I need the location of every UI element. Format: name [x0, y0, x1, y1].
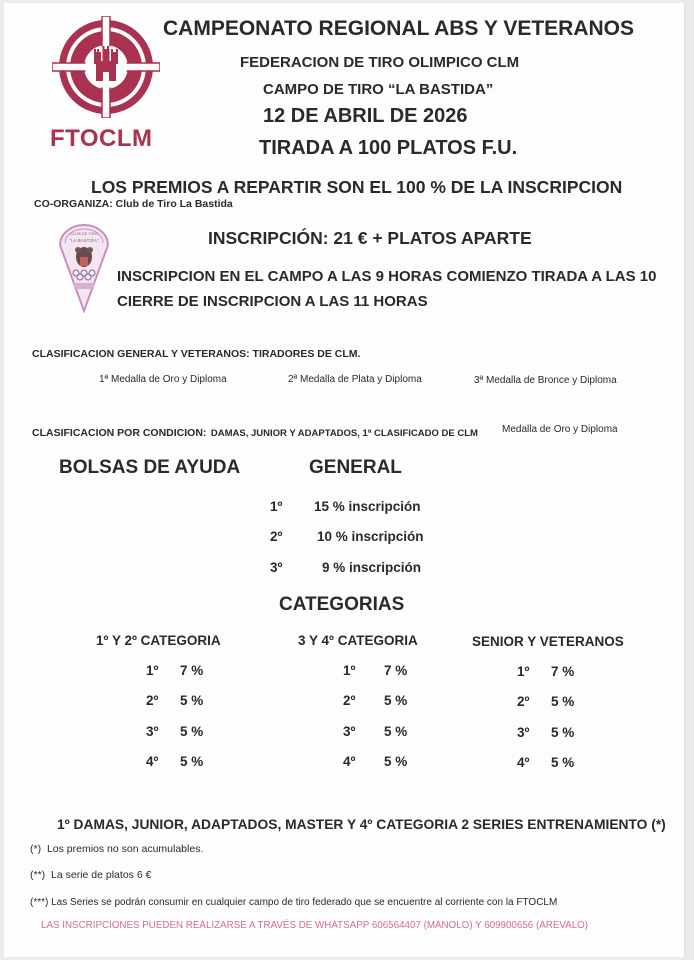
cat3-val-1: 7 % [551, 664, 575, 679]
categorias-heading: CATEGORIAS [279, 594, 405, 615]
venue-name: CAMPO DE TIRO “LA BASTIDA” [263, 81, 494, 98]
club-la-bastida-badge-icon [56, 223, 112, 313]
category-col-3-title: SENIOR Y VETERANOS [472, 634, 624, 649]
cat3-pos-4: 4º [517, 755, 530, 770]
cat2-pos-3: 3º [343, 724, 356, 739]
cat2-pos-2: 2º [343, 693, 356, 708]
cat2-val-1: 7 % [384, 663, 408, 678]
cat1-pos-4: 4º [146, 754, 159, 769]
general-value-1: 15 % inscripción [314, 499, 421, 514]
note-1-text: Los premios no son acumulables. [46, 843, 204, 855]
clasificacion-condicion-detail: DAMAS, JUNIOR Y ADAPTADOS, 1ª CLASIFICADO DE CLM [210, 428, 478, 439]
clasificacion-condicion-prize: Medalla de Oro y Diploma [502, 424, 618, 435]
general-value-2: 10 % inscripción [317, 529, 424, 544]
target-castle-icon [52, 16, 160, 118]
schedule-line-2: CIERRE DE INSCRIPCION A LAS 11 HORAS [117, 293, 428, 310]
schedule-line-1: INSCRIPCION EN EL CAMPO A LAS 9 HORAS COMIENZO TIRADA A LAS 10 [117, 268, 657, 285]
bolsas-heading: BOLSAS DE AYUDA [59, 457, 241, 478]
co-organiza-label: CO-ORGANIZA: [34, 198, 113, 210]
cat1-val-3: 5 % [180, 724, 204, 739]
ftoclm-logo-text: FTOCLM [50, 125, 153, 152]
cat1-val-1: 7 % [180, 663, 204, 678]
cat2-val-3: 5 % [384, 724, 408, 739]
cat2-val-2: 5 % [384, 693, 408, 708]
training-series: 1º DAMAS, JUNIOR, ADAPTADOS, MASTER Y 4º CATEGORIA 2 SERIES ENTRENAMIENTO (*) [57, 817, 666, 832]
note-3 [30, 897, 557, 908]
federation-name: FEDERACION DE TIRO OLIMPICO CLM [240, 54, 520, 71]
clasificacion-condicion-heading: CLASIFICACION POR CONDICION: [32, 427, 207, 439]
svg-text:CLUB DE TIRO: CLUB DE TIRO [70, 231, 98, 236]
event-title: CAMPEONATO REGIONAL ABS Y VETERANOS [163, 17, 635, 40]
cat2-pos-1: 1º [343, 663, 356, 678]
cat3-val-4: 5 % [551, 755, 575, 770]
event-type: TIRADA A 100 PLATOS F.U. [259, 137, 518, 159]
cat1-pos-3: 3º [146, 724, 159, 739]
note-2-mark: (**) [30, 869, 46, 881]
general-pos-2: 2º [270, 529, 283, 544]
general-pos-1: 1º [270, 499, 283, 514]
note-2-text: La serie de platos 6 € [51, 869, 152, 881]
cat1-pos-1: 1º [146, 663, 159, 678]
co-organiza [34, 198, 233, 210]
inscription-fee: INSCRIPCIÓN: 21 € + PLATOS APARTE [208, 228, 532, 248]
flyer-page [4, 3, 686, 957]
category-col-2-title: 3 Y 4º CATEGORIA [298, 633, 418, 648]
medal-2: 2ª Medalla de Plata y Diploma [288, 374, 422, 385]
co-organiza-value: Club de Tiro La Bastida [115, 198, 233, 210]
cat3-pos-3: 3º [517, 725, 530, 740]
note-2 [30, 869, 151, 881]
cat3-val-3: 5 % [551, 725, 575, 740]
cat1-val-2: 5 % [180, 693, 204, 708]
svg-text:"LA BASTIDA": "LA BASTIDA" [69, 238, 99, 243]
cat1-pos-2: 2º [146, 693, 159, 708]
medal-1: 1ª Medalla de Oro y Diploma [99, 374, 227, 385]
clasificacion-general-heading: CLASIFICACION GENERAL Y VETERANOS: TIRADORES DE CLM. [32, 348, 361, 360]
cat2-val-4: 5 % [384, 754, 408, 769]
general-value-3: 9 % inscripción [322, 560, 422, 575]
prizes-note: LOS PREMIOS A REPARTIR SON EL 100 % DE LA INSCRIPCION [91, 177, 623, 197]
cat3-val-2: 5 % [551, 694, 575, 709]
note-1-mark: (*) [30, 843, 42, 855]
note-3-mark: (***) [30, 897, 49, 908]
cat1-val-4: 5 % [180, 754, 204, 769]
cat3-pos-2: 2º [517, 694, 530, 709]
general-pos-3: 3º [270, 560, 283, 575]
note-3-text: Las Series se podrán consumir en cualquier campo de tiro federado que se encuentre al corriente con la FTOCLM [51, 897, 558, 908]
whatsapp-contact: LAS INSCRIPCIONES PUEDEN REALIZARSE A TRAVÉS DE WHATSAPP 606564407 (MANOLO) Y 609900656 (AREVALO) [41, 920, 589, 931]
event-date: 12 DE ABRIL DE 2026 [263, 105, 468, 127]
note-1 [30, 843, 203, 855]
cat2-pos-4: 4º [343, 754, 356, 769]
medal-3: 3ª Medalla de Bronce y Diploma [474, 375, 617, 386]
category-col-1-title: 1º Y 2º CATEGORIA [96, 633, 221, 648]
clasificacion-condicion [32, 423, 478, 441]
general-heading: GENERAL [309, 457, 402, 478]
cat3-pos-1: 1º [517, 664, 530, 679]
